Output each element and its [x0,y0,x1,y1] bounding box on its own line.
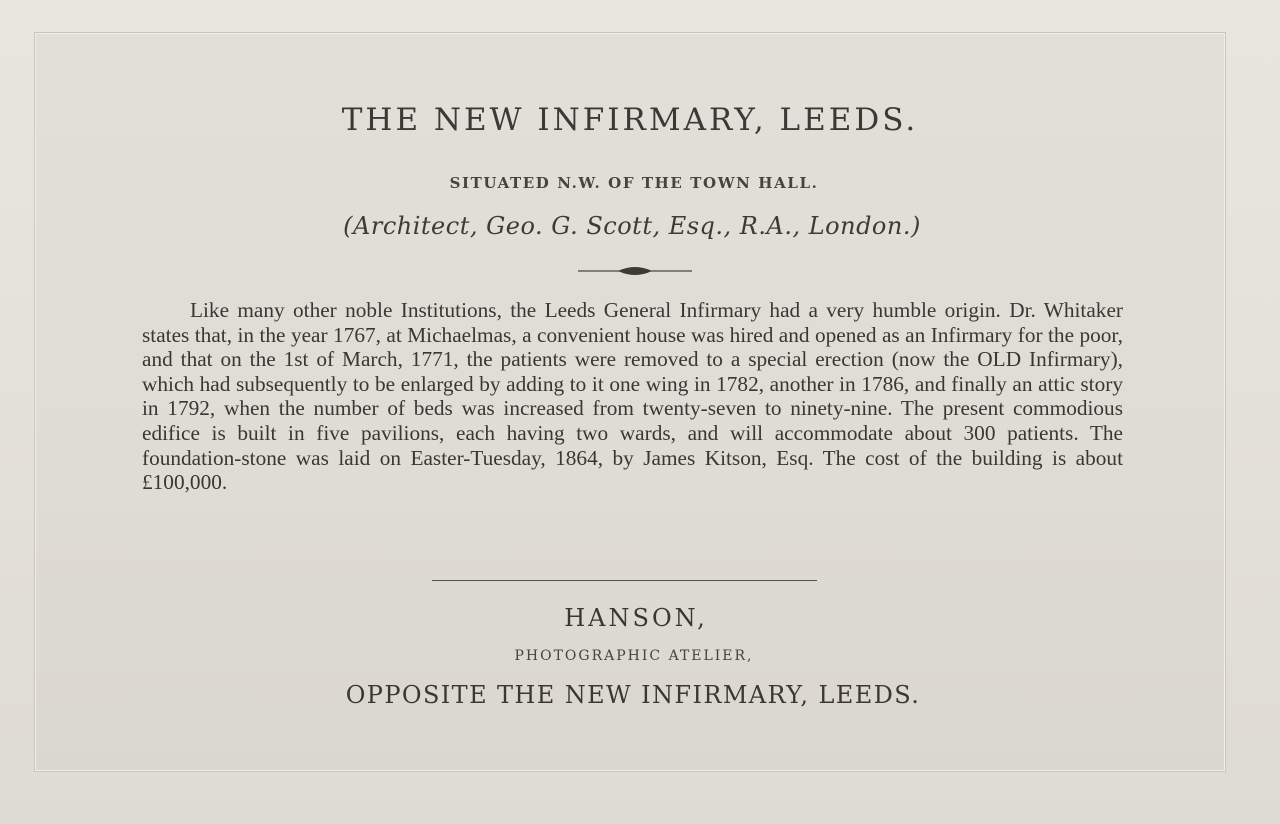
studio-name: HANSON, [564,604,708,632]
architect-credit: (Architect, Geo. G. Scott, Esq., R.A., London.) [343,212,921,240]
studio-tagline: PHOTOGRAPHIC ATELIER, [514,648,754,664]
section-divider [432,580,817,581]
ornament-divider-icon [578,264,692,278]
card-title: THE NEW INFIRMARY, LEEDS. [341,102,919,138]
card-subtitle: SITUATED N.W. OF THE TOWN HALL. [449,174,819,192]
description-text [142,298,1123,495]
description-paragraph: Like many other noble Institutions, the Leeds General Infirmary had a very humble origin. Dr. Whitaker states that, in the year 1767, at Michaelmas, a convenient house was hired and opened as an Infirmary for the poor, and that on the 1st of March, 1771, the patients were removed to a special erection (now the OLD Infirmary), which had subsequently to be enlarged by adding to it one wing in 1782, another in 1786, and finally an attic story in 1792, when the number of beds was increased from twenty-seven to ninety-nine. The present commodious edifice is built in five pavilions, each having two wards, and will accommodate about 300 patients. The foundation-stone was laid on Easter-Tuesday, 1864, by James Kitson, Esq. The cost of the building is about £100,000. [142,298,1123,495]
studio-address: OPPOSITE THE NEW INFIRMARY, LEEDS. [345,681,921,709]
